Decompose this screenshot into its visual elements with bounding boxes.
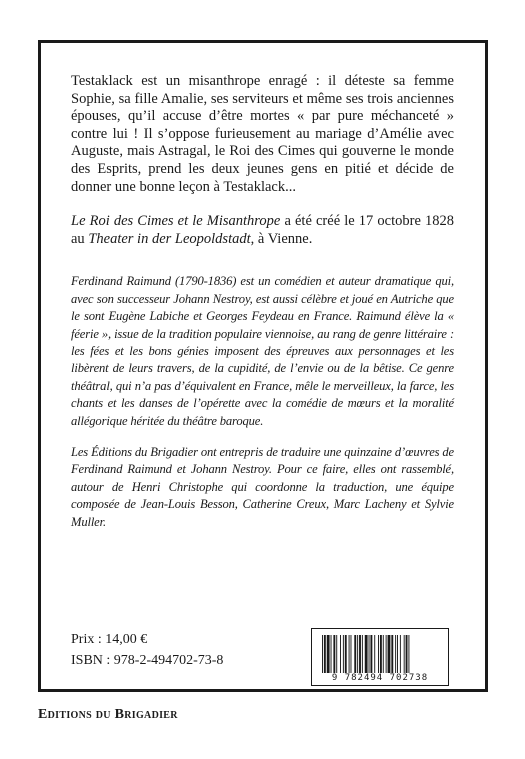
barcode-bar [378,635,379,673]
barcode-bar [322,635,323,673]
barcode-bar [365,635,368,673]
barcode-bar [336,635,337,673]
barcode-bar [380,635,382,673]
barcode-bar [351,635,352,673]
barcode-bar [374,635,375,673]
barcode-bar [386,635,387,673]
barcode-bar [408,635,409,673]
isbn: ISBN : 978-2-494702-73-8 [71,653,224,668]
barcode-bar [333,635,335,673]
barcode-bar [383,635,384,673]
cover-frame [38,40,488,692]
barcode-bar [345,635,347,673]
synopsis: Testaklack est un misanthrope enragé : il déteste sa femme Sophie, sa fille Amalie, ses serviteurs et même ses trois anciennes épouses, qu’il accuse d’être mortes « par pure méchanceté » contre lui ! Il s’oppose furieusement au mariage d’Amélie avec Auguste, mais Astragal, le Roi des Cimes qui gouverne le monde des Esprits, prend les deux jeunes gens en pitié et décide de donner une bonne leçon à Testaklack... [71,73,454,195]
editions-note: Les Éditions du Brigadier ont entrepris de traduire une quinzaine d’œuvres de Ferdinand Raimund et Johann Nestroy. Pour ce faire, elles ont rassemblé, autour de Henri Christophe qui coordonne la traduction, une équipe composée de Jean-Louis Besson, Catherine Creux, Marc Lacheny et Sylvie Muller. [71,445,454,529]
back-cover-text [71,73,454,531]
barcode [311,628,449,686]
barcode-bar [391,635,393,673]
publisher-name: Editions du Brigadier [38,707,178,722]
premiere-info [71,213,454,248]
barcode-bar [404,635,405,673]
barcode-bar [370,635,372,673]
price: Prix : 14,00 € [71,632,148,647]
barcode-bar [359,635,361,673]
barcode-bar [369,635,370,673]
barcode-bar [395,635,396,673]
barcode-digits: 9 782494 702738 [331,673,429,683]
barcode-bars [322,635,439,673]
premiere-text-1: a été créé le 17 octobre 1828 au [71,213,454,247]
premiere-text-2: , à Vienne. [250,230,313,247]
barcode-bar [406,635,408,673]
barcode-bar [357,635,358,673]
barcode-bar [397,635,398,673]
barcode-bar [327,635,330,673]
barcode-bar [388,635,391,673]
barcode-bar [343,635,344,673]
theater-name: Theater in der Leopoldstadt [88,230,251,247]
barcode-bar [331,635,332,673]
barcode-bar [354,635,356,673]
barcode-bar [362,635,363,673]
about-author: Ferdinand Raimund (1790-1836) est un comédien et auteur dramatique qui, avec son successeur Johann Nestroy, est aussi célèbre et joué en Autriche que le sont Eugène Labiche et Georges Feydeau en France. Raimund élève la « féerie », issue de la tradition populaire viennoise, au rang de genre littéraire : les fées et les bons génies imposent des épreuves aux personnages et les libèrent de leurs travers, de la cupidité, de l’envie ou de la bêtise. Ce genre théâtral, qui n’a pas d’équivalent en France, mêle le merveilleux, la farce, les chants et les danses de l’opérette avec la comédie de mœurs et la moralité allégorique héritée du théâtre baroque. [71,274,454,428]
barcode-bar [349,635,350,673]
barcode-bar [340,635,341,673]
barcode-bar [400,635,401,673]
price-block [71,629,223,671]
barcode-bar [324,635,326,673]
play-title: Le Roi des Cimes et le Misanthrope [71,213,281,230]
